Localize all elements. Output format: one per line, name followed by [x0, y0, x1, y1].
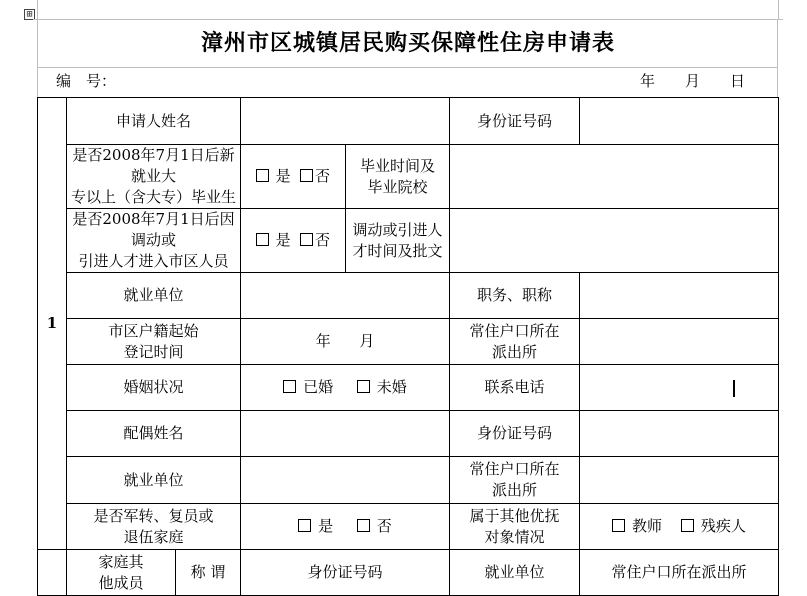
form-left-rule [37, 20, 38, 98]
graduation-info-field[interactable] [450, 145, 779, 209]
spouse-id-field[interactable] [580, 411, 779, 457]
other-preferential-label: 属于其他优抚 对象情况 [450, 504, 580, 550]
spouse-employer-label: 就业单位 [67, 457, 241, 504]
spouse-police-station-field[interactable] [580, 457, 779, 504]
spouse-name-label: 配偶姓名 [67, 411, 241, 457]
title-divider [37, 67, 778, 68]
military-family-options: 是 否 [241, 504, 450, 550]
marital-status-label: 婚姻状况 [67, 365, 241, 411]
disabled-checkbox[interactable] [681, 519, 694, 532]
form-right-rule [777, 20, 778, 98]
transfer-question-label: 是否2008年7月1日后因调动或 引进人才进入市区人员 [67, 209, 241, 273]
employer-label: 就业单位 [67, 273, 241, 319]
police-station-label: 常住户口所在 派出所 [450, 319, 580, 365]
transfer-info-label: 调动或引进人 才时间及批文 [346, 209, 450, 273]
margin-guide-left [37, 0, 38, 20]
serial-number-label: 编 号： [56, 72, 117, 90]
other-preferential-options: 教师 残疾人 [580, 504, 779, 550]
hukou-date-label: 市区户籍起始 登记时间 [67, 319, 241, 365]
transfer-no-checkbox[interactable] [300, 233, 313, 246]
married-checkbox[interactable] [283, 380, 296, 393]
position-title-field[interactable] [580, 273, 779, 319]
graduation-info-label: 毕业时间及 毕业院校 [346, 145, 450, 209]
military-family-label: 是否军转、复员或 退伍家庭 [67, 504, 241, 550]
military-yes-checkbox[interactable] [298, 519, 311, 532]
id-number-label: 身份证号码 [450, 98, 580, 145]
date-month-label: 月 [685, 72, 701, 90]
transfer-yes-checkbox[interactable] [256, 233, 269, 246]
graduate-yes-checkbox[interactable] [256, 169, 269, 182]
applicant-name-field[interactable] [241, 98, 450, 145]
family-police-header: 常住户口所在派出所 [580, 550, 779, 596]
spouse-name-field[interactable] [241, 411, 450, 457]
family-members-label: 家庭其 他成员 [67, 550, 176, 596]
family-id-header: 身份证号码 [241, 550, 450, 596]
hukou-date-field[interactable]: 年 月 [241, 319, 450, 365]
unmarried-checkbox[interactable] [357, 380, 370, 393]
applicant-name-label: 申请人姓名 [67, 98, 241, 145]
graduate-yes-no-options: 是 否 [241, 145, 346, 209]
employer-field[interactable] [241, 273, 450, 319]
text-cursor [733, 380, 735, 397]
military-no-checkbox[interactable] [357, 519, 370, 532]
margin-guide-right [778, 0, 779, 20]
family-employer-header: 就业单位 [450, 550, 580, 596]
family-relation-header: 称 谓 [176, 550, 241, 596]
section-number: 1 [38, 98, 67, 550]
section-2-number-cell [38, 550, 67, 596]
date-day-label: 日 [730, 72, 746, 90]
spouse-police-station-label: 常住户口所在 派出所 [450, 457, 580, 504]
id-number-field[interactable] [580, 98, 779, 145]
application-form-table [37, 97, 779, 596]
teacher-checkbox[interactable] [612, 519, 625, 532]
table-anchor-icon[interactable]: ⊞ [24, 9, 35, 20]
margin-guide-top [33, 19, 783, 20]
date-year-label: 年 [640, 72, 656, 90]
police-station-field[interactable] [580, 319, 779, 365]
marital-status-options: 已婚 未婚 [241, 365, 450, 411]
spouse-employer-field[interactable] [241, 457, 450, 504]
transfer-yes-no-options: 是 否 [241, 209, 346, 273]
transfer-info-field[interactable] [450, 209, 779, 273]
position-title-label: 职务、职称 [450, 273, 580, 319]
graduate-no-checkbox[interactable] [300, 169, 313, 182]
graduate-question-label: 是否2008年7月1日后新就业大 专以上（含大专）毕业生 [67, 145, 241, 209]
phone-label: 联系电话 [450, 365, 580, 411]
phone-field[interactable] [580, 365, 779, 411]
spouse-id-label: 身份证号码 [450, 411, 580, 457]
page-title: 漳州市区城镇居民购买保障性住房申请表 [200, 31, 615, 56]
